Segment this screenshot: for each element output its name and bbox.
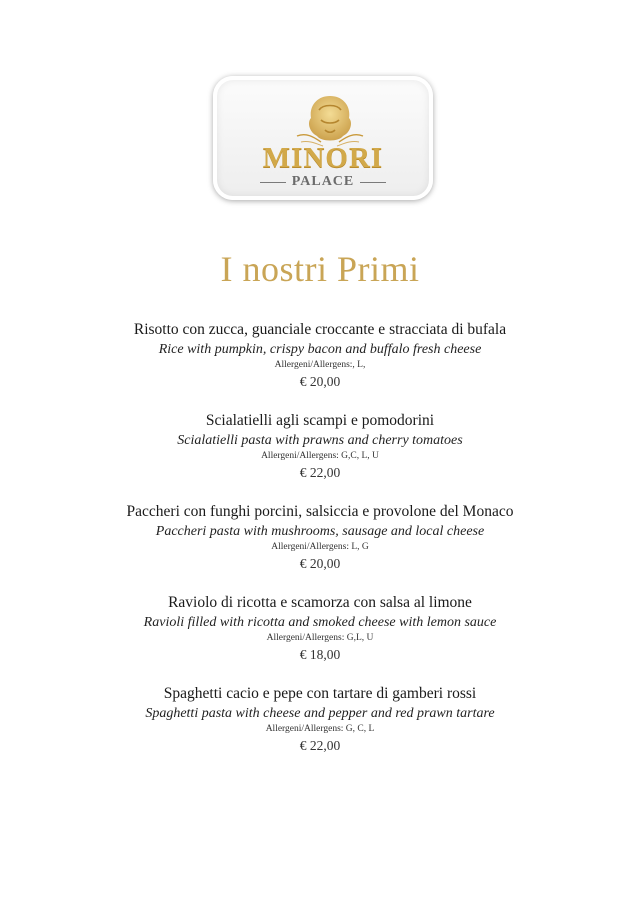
- logo-name: MINORI: [262, 142, 384, 174]
- dish-price: € 20,00: [299, 374, 341, 389]
- dish-allergens: Allergeni/Allergens: L, G: [271, 542, 369, 552]
- dish-name-english: Rice with pumpkin, crispy bacon and buffalo fresh cheese: [158, 342, 482, 357]
- menu-item: [0, 411, 640, 502]
- logo-rule-left: [260, 182, 286, 183]
- dish-allergens: Allergeni/Allergens: G,C, L, U: [261, 451, 379, 461]
- dish-name-italian: Raviolo di ricotta e scamorza con salsa al limone: [168, 594, 472, 611]
- menu-item: [0, 502, 640, 593]
- dish-price: € 18,00: [299, 647, 341, 662]
- dish-allergens: Allergeni/Allergens:, L,: [274, 360, 366, 370]
- dish-price: € 22,00: [299, 465, 341, 480]
- dish-name-english: Paccheri pasta with mushrooms, sausage and local cheese: [155, 524, 485, 539]
- dish-name-english: Ravioli filled with ricotta and smoked cheese with lemon sauce: [143, 615, 497, 630]
- logo-subtitle: PALACE: [291, 174, 355, 189]
- dish-name-italian: Scialatielli agli scampi e pomodorini: [205, 412, 435, 429]
- menu-item: [0, 593, 640, 684]
- logo-subtitle-row: [217, 174, 429, 190]
- logo-rule-right: [360, 182, 386, 183]
- dish-name-italian: Paccheri con funghi porcini, salsiccia e provolone del Monaco: [126, 503, 514, 520]
- dish-name-italian: Spaghetti cacio e pepe con tartare di gamberi rossi: [163, 685, 477, 702]
- dish-price: € 20,00: [299, 556, 341, 571]
- dish-name-english: Spaghetti pasta with cheese and pepper and red prawn tartare: [145, 706, 495, 721]
- page-title: I nostri Primi: [220, 249, 420, 289]
- dish-name-english: Scialatielli pasta with prawns and cherry tomatoes: [177, 433, 463, 448]
- dish-price: € 22,00: [299, 738, 341, 753]
- logo-card: [213, 76, 433, 200]
- dish-allergens: Allergeni/Allergens: G, C, L: [265, 724, 375, 734]
- dish-name-italian: Risotto con zucca, guanciale croccante e stracciata di bufala: [133, 321, 507, 338]
- dish-allergens: Allergeni/Allergens: G,L, U: [266, 633, 374, 643]
- logo: [207, 70, 433, 198]
- lion-emblem-icon: [295, 92, 365, 148]
- menu-list: [0, 320, 640, 775]
- menu-item: [0, 320, 640, 411]
- menu-item: [0, 684, 640, 775]
